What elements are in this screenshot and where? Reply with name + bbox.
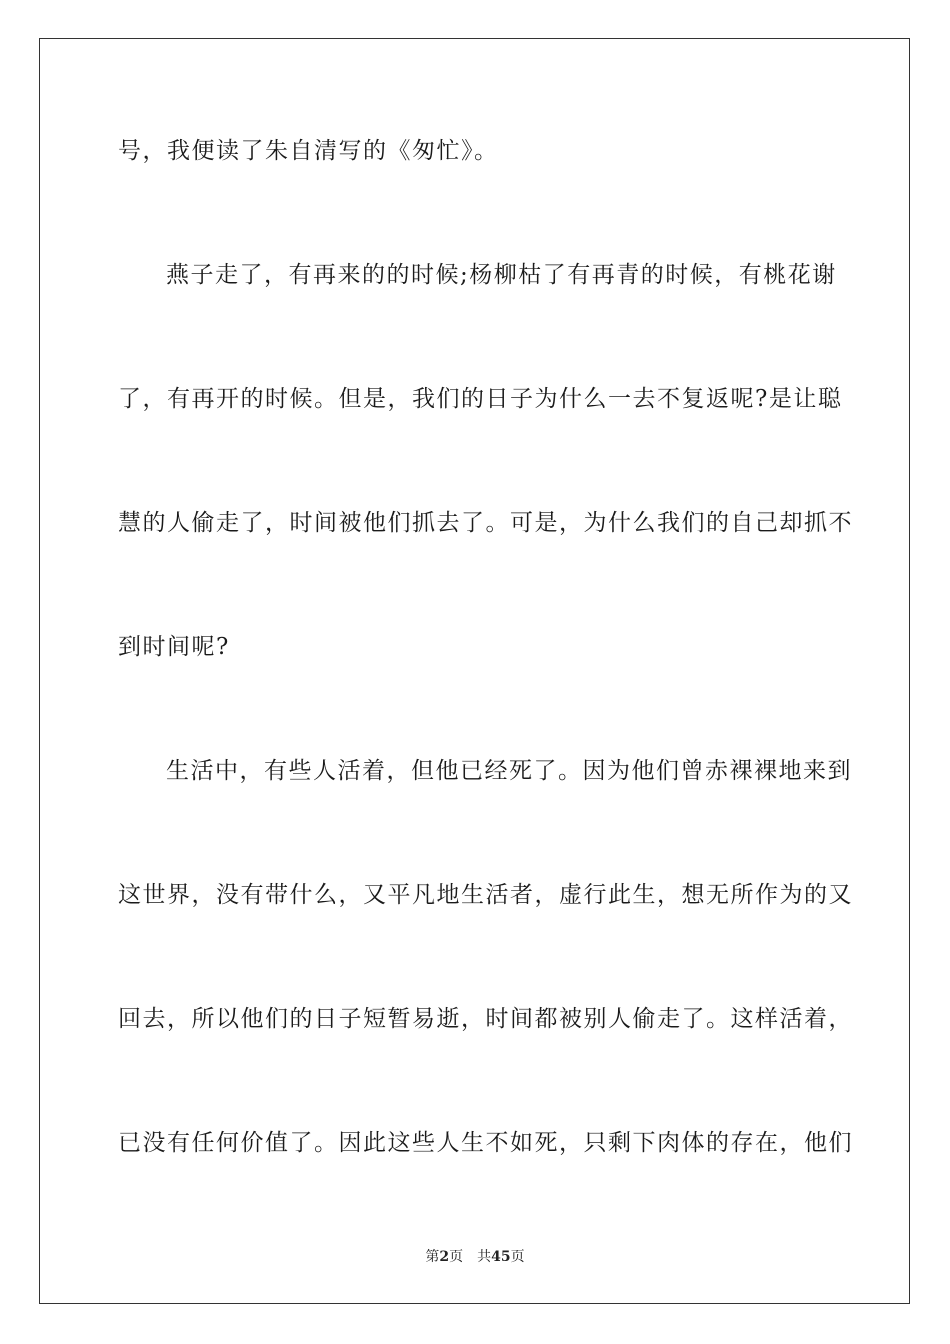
page-border	[39, 38, 910, 1304]
text-line-6: 生活中，有些人活着，但他已经死了。因为他们曾赤裸裸地来到	[166, 758, 852, 784]
page-suffix: 页	[449, 1249, 464, 1265]
text-line-3: 了，有再开的时候。但是，我们的日子为什么一去不复返呢?是让聪	[118, 386, 843, 412]
total-prefix: 共	[477, 1249, 492, 1265]
text-line-4: 慧的人偷走了，时间被他们抓去了。可是，为什么我们的自己却抓不	[118, 510, 853, 536]
total-pages: 45	[491, 1249, 511, 1265]
text-line-5: 到时间呢?	[118, 634, 230, 660]
text-line-1: 号，我便读了朱自清写的《匆忙》。	[118, 138, 499, 164]
text-line-7: 这世界，没有带什么，又平凡地生活者，虚行此生，想无所作为的又	[118, 882, 853, 908]
text-line-8: 回去，所以他们的日子短暂易逝，时间都被别人偷走了。这样活着，	[118, 1006, 853, 1032]
text-line-2: 燕子走了，有再来的的时候;杨柳枯了有再青的时候，有桃花谢	[166, 262, 837, 288]
page-prefix: 第	[425, 1249, 440, 1265]
page-footer	[0, 1247, 950, 1267]
total-suffix: 页	[510, 1249, 525, 1265]
text-line-9: 已没有任何价值了。因此这些人生不如死，只剩下肉体的存在，他们	[118, 1130, 853, 1156]
page-number: 2	[439, 1249, 450, 1265]
